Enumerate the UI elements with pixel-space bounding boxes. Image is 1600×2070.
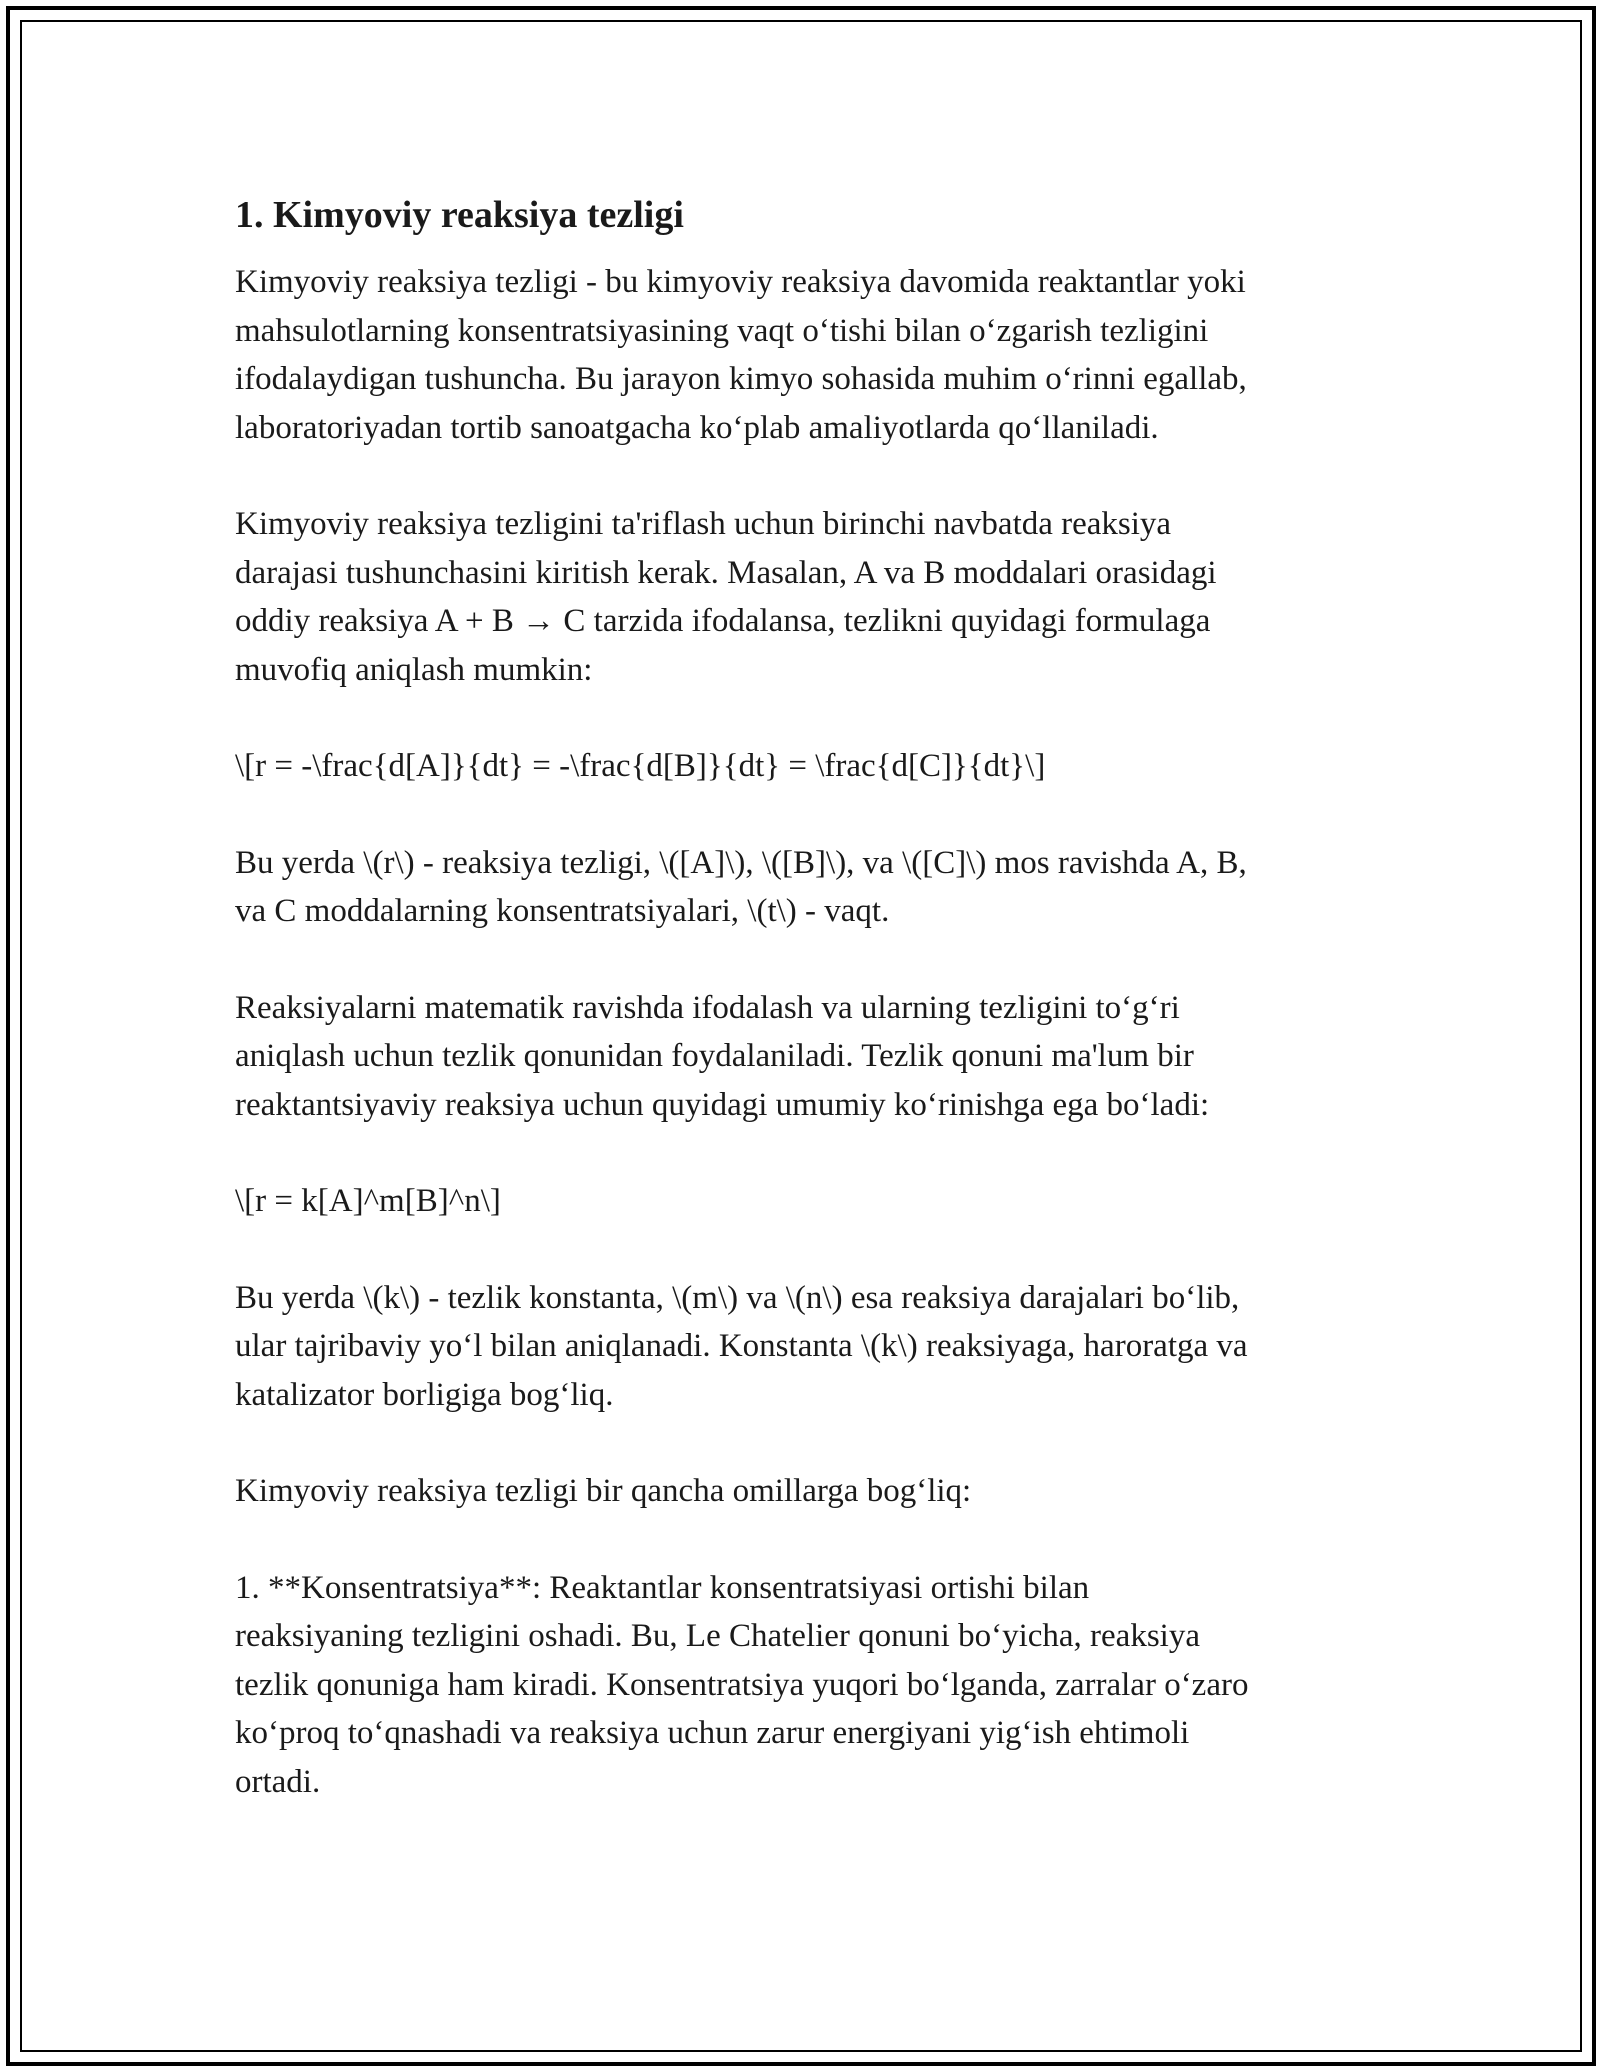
section-heading: 1. Kimyoviy reaksiya tezligi (235, 194, 684, 236)
list-item-concentration: 1. **Konsentratsiya**: Reaktantlar konsentratsiyasi ortishi bilan reaksiyaning tezligini oshadi. Bu, Le Chatelier qonuni bo‘yicha, reaksiya tezlik qonuniga ham kiradi. Konsentratsiya yuqori bo‘lganda, zarralar o‘zaro ko‘proq to‘qnashadi va reaksiya uchun zarur energiyani yig‘ish ehtimoli ortadi. (235, 1569, 1249, 1800)
paragraph-definition: Kimyoviy reaksiya tezligi - bu kimyoviy reaksiya davomida reaktantlar yoki mahsulotlarning konsentratsiyasining vaqt o‘tishi bilan o‘zgarish tezligini ifodalaydigan tushuncha. Bu jarayon kimyo sohasida muhim o‘rinni egallab, laboratoriyadan tortib sanoatgacha ko‘plab amaliyotlarda qo‘llaniladi. (235, 264, 1247, 446)
paragraph-rate-law-intro: Reaksiyalarni matematik ravishda ifodalash va ularning tezligini to‘g‘ri aniqlash uchun tezlik qonunidan foydalaniladi. Tezlik qonuni ma'lum bir reaktantsiyaviy reaksiya uchun quyidagi umumiy ko‘rinishga ega bo‘ladi: (235, 989, 1210, 1123)
formula-rate-derivative: \[r = -\frac{d[A]}{dt} = -\frac{d[B]}{dt} = \frac{d[C]}{dt}\] (235, 748, 1046, 784)
paragraph-variables: Bu yerda \(r\) - reaksiya tezligi, \([A]\), \([B]\), va \([C]\) mos ravishda A, B, va C moddalarning konsentratsiyalari, \(t\) - vaqt. (235, 844, 1247, 929)
formula-rate-law: \[r = k[A]^m[B]^n\] (235, 1183, 501, 1219)
paragraph-factors-intro: Kimyoviy reaksiya tezligi bir qancha omillarga bog‘liq: (235, 1473, 972, 1509)
paragraph-rate-intro: Kimyoviy reaksiya tezligini ta'riflash uchun birinchi navbatda reaksiya darajasi tushunchasini kiritish kerak. Masalan, A va B moddalari orasidagi oddiy reaksiya A + B → C tarzida ifodalansa, tezlikni quyidagi formulaga muvofiq aniqlash mumkin: (235, 506, 1217, 688)
document-body (235, 190, 1375, 1806)
paragraph-constants: Bu yerda \(k\) - tezlik konstanta, \(m\) va \(n\) esa reaksiya darajalari bo‘lib, ular tajribaviy yo‘l bilan aniqlanadi. Konstanta \(k\) reaksiyaga, haroratga va katalizator borligiga bog‘liq. (235, 1279, 1248, 1413)
